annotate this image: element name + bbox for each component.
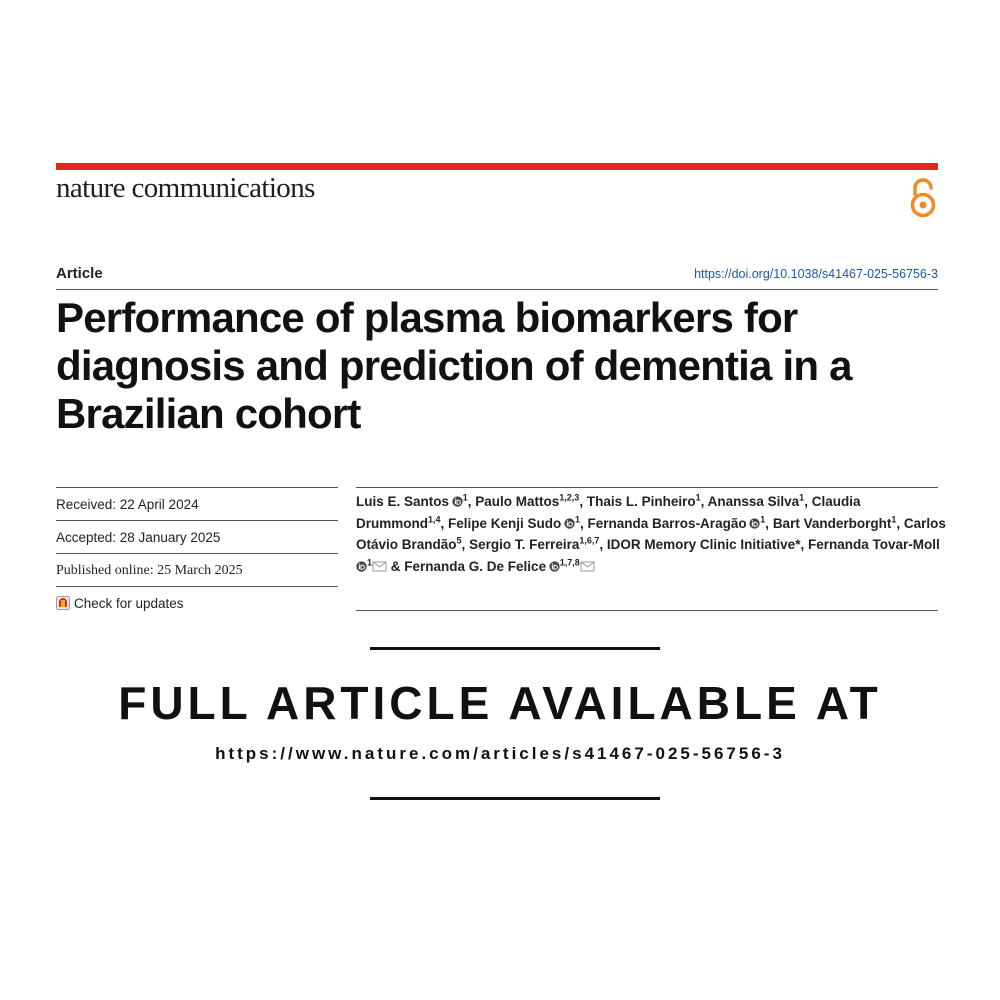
author-name[interactable]: Ananssa Silva <box>707 494 800 509</box>
author-affiliation: 1,4 <box>428 514 441 524</box>
orcid-icon[interactable] <box>549 561 560 572</box>
author-affiliation: 1 <box>891 514 897 524</box>
check-for-updates-link[interactable] <box>56 586 338 619</box>
check-for-updates-label: Check for updates <box>74 596 184 611</box>
author-name[interactable]: Fernanda Tovar-Moll <box>807 537 940 552</box>
author-item <box>356 494 468 509</box>
article-title: Performance of plasma biomarkers for diagnosis and prediction of dementia in a Brazilian cohort <box>56 294 852 437</box>
open-access-lock-icon <box>908 178 938 218</box>
author-affiliation: 5 <box>456 535 462 546</box>
journal-name: nature communications <box>56 172 315 204</box>
header-divider <box>56 289 938 290</box>
doi-link[interactable]: https://doi.org/10.1038/s41467-025-56756-3 <box>694 267 938 281</box>
author-affiliation: 1 <box>695 492 701 503</box>
author-name[interactable]: Sergio T. Ferreira <box>469 537 580 552</box>
author-item <box>469 537 599 552</box>
authors-divider-bottom <box>356 610 938 611</box>
accepted-date: Accepted: 28 January 2025 <box>56 520 338 553</box>
author-name[interactable]: Fernanda G. De Felice <box>404 558 547 574</box>
email-icon[interactable] <box>580 561 595 572</box>
check-for-updates-icon <box>56 596 70 610</box>
author-name[interactable]: Thais L. Pinheiro <box>586 494 696 509</box>
orcid-icon[interactable] <box>564 518 575 529</box>
author-list: Luis E. Santos $^1$, Paulo Mattos$^{1,2,3}$, Thais L. Pinheiro$^1$, Ananssa Silva$^1$, Claudia Drummond$^{1,4}$, Felipe Kenji Sudo $^1$, Fernanda Barros-Aragão $^1$, Bart Vanderborght$^1$, Carlos Otávio Brandão$^5$, Sergio T. Ferreira$^{1,6,7}$, IDOR Memory Clinic Initiative*, Fernanda Tovar-Moll $^1$ & Fernanda G. De Felice $^{1,7,8}$ <box>356 492 946 574</box>
promo-rule-top <box>370 647 660 650</box>
authors-divider-top <box>356 487 938 488</box>
received-date: Received: 22 April 2024 <box>56 487 338 520</box>
published-date: Published online: 25 March 2025 <box>56 553 338 586</box>
article-type-label: Article <box>56 265 103 282</box>
orcid-icon[interactable] <box>452 496 463 507</box>
author-item <box>607 537 801 552</box>
author-affiliation: 1 <box>575 514 581 524</box>
author-item <box>587 494 701 509</box>
promo-url-link[interactable]: https://www.nature.com/articles/s41467-025-56756-3 <box>215 744 785 763</box>
author-affiliation: 1,2,3 <box>559 492 580 503</box>
promo-headline: FULL ARTICLE AVAILABLE AT <box>118 677 882 729</box>
author-affiliation: 1,7,8 <box>559 557 580 567</box>
author-name[interactable]: Fernanda Barros-Aragão <box>587 515 747 531</box>
journal-accent-bar <box>56 163 938 170</box>
author-name[interactable]: Bart Vanderborght <box>772 515 892 531</box>
author-name[interactable]: Luis E. Santos <box>356 494 450 509</box>
author-affiliation: 1 <box>799 492 805 503</box>
author-name[interactable]: Paulo Mattos <box>475 494 560 509</box>
author-affiliation: 1 <box>367 557 373 567</box>
author-item <box>448 516 580 531</box>
author-item <box>588 516 766 531</box>
author-affiliation: 1,6,7 <box>579 535 600 546</box>
author-item <box>475 494 579 509</box>
author-affiliation: 1 <box>760 514 766 524</box>
author-item <box>773 516 897 531</box>
author-item <box>404 559 595 574</box>
promo-rule-bottom <box>370 797 660 800</box>
author-name[interactable]: IDOR Memory Clinic Initiative* <box>606 537 801 552</box>
orcid-icon[interactable] <box>749 518 760 529</box>
orcid-icon[interactable] <box>356 561 367 572</box>
email-icon[interactable] <box>372 561 387 572</box>
author-name[interactable]: Felipe Kenji Sudo <box>448 515 562 531</box>
author-name[interactable]: Carlos Otávio Brandão <box>356 515 946 552</box>
author-affiliation: 1 <box>462 492 468 503</box>
author-name[interactable]: Claudia Drummond <box>356 494 861 531</box>
author-item <box>708 494 805 509</box>
